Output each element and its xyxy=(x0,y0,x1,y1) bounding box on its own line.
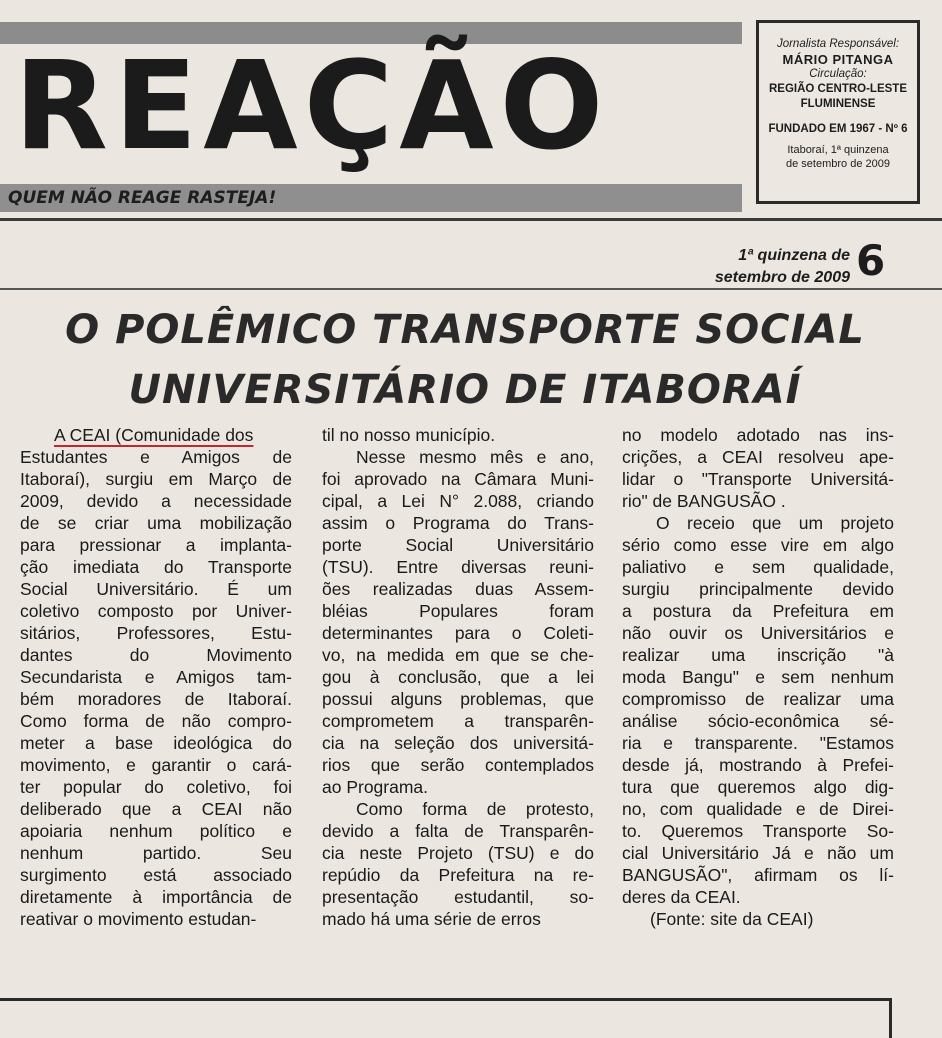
region-line-2: FLUMINENSE xyxy=(800,98,876,110)
article-line: ter popular do coletivo, foi xyxy=(20,777,292,797)
newspaper-slogan: QUEM NÃO REAGE RASTEJA! xyxy=(8,188,277,208)
article-line: para pressionar a implanta- xyxy=(20,535,292,555)
article-line: BANGUSÃO", afirmam os lí- xyxy=(622,865,894,885)
article-line: diretamente à importância de xyxy=(20,887,292,907)
article-line: sitários, Professores, Estu- xyxy=(20,623,292,643)
article-line: análise sócio-econômica sé- xyxy=(622,711,894,731)
article-headline xyxy=(0,300,930,420)
article-line: bém moradores de Itaboraí. xyxy=(20,689,292,709)
article-line: devido a falta de Transparên- xyxy=(322,821,594,841)
journalist-name: MÁRIO PITANGA xyxy=(782,52,894,67)
article-line: tura que queremos algo dig- xyxy=(622,777,894,797)
article-line: Nesse mesmo mês e ano, xyxy=(356,447,594,467)
article-line: foi aprovado na Câmara Muni- xyxy=(322,469,594,489)
place-date-line-2: de setembro de 2009 xyxy=(786,158,890,170)
issue-date-line-2: setembro de 2009 xyxy=(714,269,850,286)
article-line: ção imediata do Transporte xyxy=(20,557,292,577)
masthead-info-box xyxy=(756,20,920,204)
article-line: surgiu principalmente devido xyxy=(622,579,894,599)
header-divider xyxy=(0,288,942,290)
article-line: compromisso de realizar uma xyxy=(622,689,894,709)
article-line: apoiaria nenhum político e xyxy=(20,821,292,841)
headline-line-1: O POLÊMICO TRANSPORTE SOCIAL xyxy=(65,307,865,353)
region-line-1: REGIÃO CENTRO-LESTE xyxy=(768,83,907,95)
article-line: moda Bangu" e sem nenhum xyxy=(622,667,894,687)
article-line: vo, na medida em que se che- xyxy=(322,645,594,665)
article-line: Como forma de não compro- xyxy=(20,711,292,731)
article-line: Como forma de protesto, xyxy=(356,799,594,819)
article-line: de se criar uma mobilização xyxy=(20,513,292,533)
article-line: rio" de BANGUSÃO . xyxy=(622,491,786,511)
article-line: Estudantes e Amigos de xyxy=(20,447,292,467)
article-line: lidar o "Transporte Universitá- xyxy=(622,469,894,489)
article-line: cipal, a Lei N° 2.088, criando xyxy=(322,491,594,511)
founded-line: FUNDADO EM 1967 - Nº 6 xyxy=(768,123,908,135)
article-line: sério como esse vire em algo xyxy=(622,535,894,555)
article-line: movimento, e garantir o cará- xyxy=(20,755,292,775)
article-line: no modelo adotado nas ins- xyxy=(622,425,894,445)
article-line: desde já, mostrando à Prefei- xyxy=(622,755,894,775)
article-line: assim o Programa do Trans- xyxy=(322,513,594,533)
article-line: paliativo e sem qualidade, xyxy=(622,557,894,577)
article-line: presentação estudantil, so- xyxy=(322,887,594,907)
article-line: deliberado que a CEAI não xyxy=(20,799,292,819)
article-line: Secundarista e Amigos tam- xyxy=(20,667,292,687)
article-line xyxy=(20,424,292,446)
article-line: possui alguns problemas, que xyxy=(322,689,594,709)
article-line: a postura da Prefeitura em xyxy=(622,601,894,621)
article-line: cia na seleção dos universitá- xyxy=(322,733,594,753)
article-line: (Fonte: site da CEAI) xyxy=(650,909,814,929)
article-line: cia neste Projeto (TSU) e do xyxy=(322,843,594,863)
issue-date xyxy=(660,245,850,289)
masthead-divider xyxy=(0,218,942,221)
article-line: realizar uma inscrição "à xyxy=(622,645,894,665)
issue-date-line-1: 1ª quinzena de xyxy=(738,247,850,264)
article-line: 2009, devido a necessidade xyxy=(20,491,292,511)
article-line: determinantes para o Coleti- xyxy=(322,623,594,643)
article-line: deres da CEAI. xyxy=(622,887,741,907)
article-line: nenhum partido. Seu xyxy=(20,843,292,863)
article-line: ões realizadas duas Assem- xyxy=(322,579,594,599)
headline-line-2: UNIVERSITÁRIO DE ITABORAÍ xyxy=(128,367,802,413)
article-line: reativar o movimento estudan- xyxy=(20,909,257,929)
article-line: cial Universitário Já e não um xyxy=(622,843,894,863)
article-line: gou à conclusão, que a lei xyxy=(322,667,594,687)
article-line: ria e transparente. "Estamos xyxy=(622,733,894,753)
article-column-1 xyxy=(20,424,292,930)
article-line: mado há uma série de erros xyxy=(322,909,541,929)
circulation-label: Circulação: xyxy=(809,68,867,80)
article-line: ao Programa. xyxy=(322,777,429,797)
article-line: to. Queremos Transporte So- xyxy=(622,821,894,841)
article-line: crições, a CEAI resolveu ape- xyxy=(622,447,894,467)
article-line: comprometem a transparên- xyxy=(322,711,594,731)
journalist-label: Jornalista Responsável: xyxy=(776,38,900,50)
article-line: til no nosso município. xyxy=(322,425,496,445)
article-line: repúdio da Prefeitura na re- xyxy=(322,865,594,885)
newspaper-title: REAÇÃO xyxy=(14,35,610,177)
article-line: Itaboraí), surgiu em Março de xyxy=(20,469,292,489)
next-article-box xyxy=(0,998,892,1038)
article-column-2 xyxy=(322,424,594,930)
article-line: rios que serão contemplados xyxy=(322,755,594,775)
article-line: coletivo composto por Univer- xyxy=(20,601,292,621)
article-line: (TSU). Entre diversas reuni- xyxy=(322,557,594,577)
article-line: meter a base ideológica do xyxy=(20,733,292,753)
place-date-line-1: Itaboraí, 1ª quinzena xyxy=(787,144,889,156)
page-number: 6 xyxy=(856,236,886,285)
article-line: O receio que um projeto xyxy=(656,513,894,533)
article-line: não ouvir os Universitários e xyxy=(622,623,894,643)
article-line: bléias Populares foram xyxy=(322,601,594,621)
article-line: porte Social Universitário xyxy=(322,535,594,555)
article-column-3 xyxy=(622,424,894,930)
article-line: no, com qualidade e de Direi- xyxy=(622,799,894,819)
article-line: surgimento está associado xyxy=(20,865,292,885)
article-line: Social Universitário. É um xyxy=(20,579,292,599)
highlighted-phrase: A CEAI (Comunidade dos xyxy=(54,425,254,445)
article-line: dantes do Movimento xyxy=(20,645,292,665)
